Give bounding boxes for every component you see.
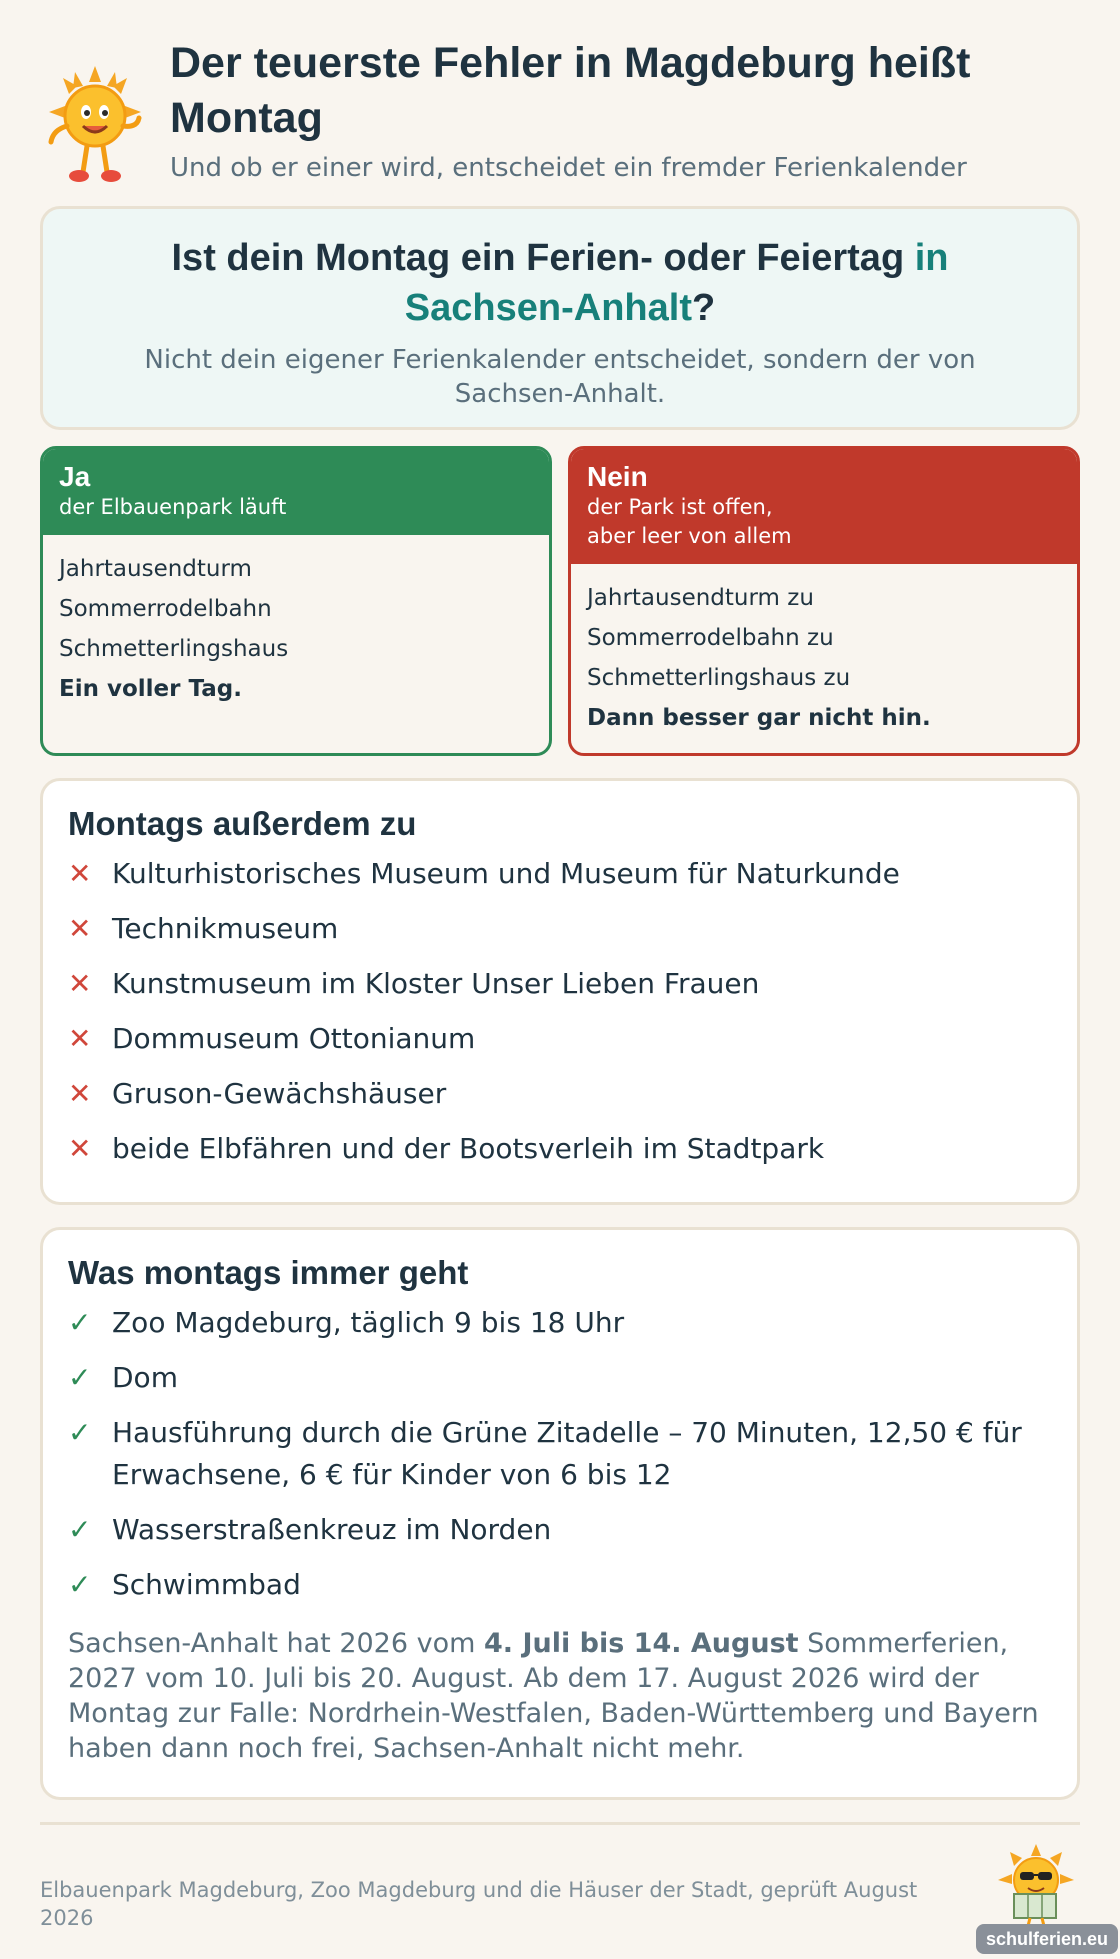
list-item bbox=[68, 1302, 1052, 1344]
closed-item-label: Kunstmuseum im Kloster Unser Lieben Frauen bbox=[112, 967, 760, 1000]
header bbox=[40, 36, 1080, 196]
check-icon: ✓ bbox=[68, 1513, 92, 1546]
list-item bbox=[68, 963, 1052, 1005]
closed-item-label: Kulturhistorisches Museum und Museum für Naturkunde bbox=[112, 857, 900, 890]
note-start: Sachsen-Anhalt hat 2026 vom bbox=[68, 1628, 484, 1659]
check-icon: ✓ bbox=[68, 1361, 92, 1394]
yes-header bbox=[43, 449, 549, 535]
cross-icon: ✕ bbox=[68, 1022, 92, 1055]
yes-item: Jahrtausendturm bbox=[59, 556, 252, 582]
open-on-monday-card bbox=[40, 1227, 1080, 1800]
summer-holiday-note bbox=[68, 1626, 1052, 1766]
sun-traveler-icon bbox=[994, 1842, 1078, 1928]
question-title-accent: in Sachsen-Anhalt bbox=[404, 237, 949, 329]
no-item: Schmetterlingshaus zu bbox=[587, 665, 851, 691]
list-item bbox=[68, 1412, 1052, 1496]
list-item bbox=[68, 1564, 1052, 1606]
question-box bbox=[40, 206, 1080, 430]
open-item-label: Dom bbox=[112, 1361, 178, 1394]
no-item: Sommerrodelbahn zu bbox=[587, 625, 834, 651]
no-label: Nein bbox=[587, 461, 648, 492]
open-item-label: Hausführung durch die Grüne Zitadelle – 70 Minuten, 12,50 € für Erwachsene, 6 € für Kinder von 6 bis 12 bbox=[112, 1416, 1022, 1491]
brand-badge[interactable]: schulferien.eu bbox=[976, 1924, 1118, 1954]
question-subtitle: Nicht dein eigener Ferienkalender entscheidet, sondern der von Sachsen-Anhalt. bbox=[144, 345, 976, 409]
no-conclusion: Dann besser gar nicht hin. bbox=[587, 705, 931, 731]
no-header bbox=[571, 449, 1077, 564]
open-card-title: Was montags immer geht bbox=[68, 1254, 469, 1291]
no-body bbox=[571, 564, 1077, 752]
list-item bbox=[68, 1128, 1052, 1170]
list-item bbox=[68, 853, 1052, 895]
closed-item-label: Dommuseum Ottonianum bbox=[112, 1022, 476, 1055]
open-item-label: Wasserstraßenkreuz im Norden bbox=[112, 1513, 552, 1546]
check-icon: ✓ bbox=[68, 1416, 92, 1449]
check-icon: ✓ bbox=[68, 1306, 92, 1339]
no-sublabel-line2: aber leer von allem bbox=[587, 524, 792, 548]
sun-mascot-icon bbox=[45, 64, 145, 194]
closed-item-label: Technikmuseum bbox=[112, 912, 339, 945]
cross-icon: ✕ bbox=[68, 912, 92, 945]
yes-body bbox=[43, 535, 549, 723]
yes-conclusion: Ein voller Tag. bbox=[59, 676, 242, 702]
open-item-label: Zoo Magdeburg, täglich 9 bis 18 Uhr bbox=[112, 1306, 625, 1339]
list-item bbox=[68, 1018, 1052, 1060]
question-title-end: ? bbox=[691, 287, 716, 329]
page-title: Der teuerste Fehler in Magdeburg heißt Montag bbox=[170, 39, 971, 142]
no-panel bbox=[568, 446, 1080, 756]
list-item bbox=[68, 908, 1052, 950]
closed-card-title: Montags außerdem zu bbox=[68, 805, 417, 842]
closed-item-label: Gruson-Gewächshäuser bbox=[112, 1077, 447, 1110]
page-subtitle: Und ob er einer wird, entscheidet ein fremder Ferienkalender bbox=[170, 153, 967, 183]
yes-sublabel: der Elbauenpark läuft bbox=[59, 495, 287, 519]
list-item bbox=[68, 1357, 1052, 1399]
question-title bbox=[120, 233, 1000, 333]
note-end: Sommerferien, 2027 vom 10. Juli bis 20. August. Ab dem 17. August 2026 wird der Montag zur Falle: Nordrhein-Westfalen, Baden-Württemberg und Bayern haben dann noch frei, Sachsen-Anhalt nicht mehr. bbox=[68, 1628, 1039, 1764]
note-bold-dates: 4. Juli bis 14. August bbox=[484, 1628, 799, 1659]
open-item-label: Schwimmbad bbox=[112, 1568, 301, 1601]
closed-on-monday-card bbox=[40, 778, 1080, 1205]
list-item bbox=[68, 1073, 1052, 1115]
no-sublabel-line1: der Park ist offen, bbox=[587, 495, 773, 519]
check-icon: ✓ bbox=[68, 1568, 92, 1601]
list-item bbox=[68, 1509, 1052, 1551]
footer-divider bbox=[40, 1822, 1080, 1825]
cross-icon: ✕ bbox=[68, 967, 92, 1000]
closed-item-label: beide Elbfähren und der Bootsverleih im Stadtpark bbox=[112, 1132, 825, 1165]
cross-icon: ✕ bbox=[68, 857, 92, 890]
source-note: Elbauenpark Magdeburg, Zoo Magdeburg und die Häuser der Stadt, geprüft August 2026 bbox=[40, 1878, 918, 1930]
yes-item: Sommerrodelbahn bbox=[59, 596, 272, 622]
yes-panel bbox=[40, 446, 552, 756]
no-item: Jahrtausendturm zu bbox=[587, 585, 814, 611]
cross-icon: ✕ bbox=[68, 1132, 92, 1165]
question-title-start: Ist dein Montag ein Ferien- oder Feiertag bbox=[171, 237, 915, 279]
cross-icon: ✕ bbox=[68, 1077, 92, 1110]
yes-item: Schmetterlingshaus bbox=[59, 636, 289, 662]
yes-label: Ja bbox=[59, 461, 91, 492]
